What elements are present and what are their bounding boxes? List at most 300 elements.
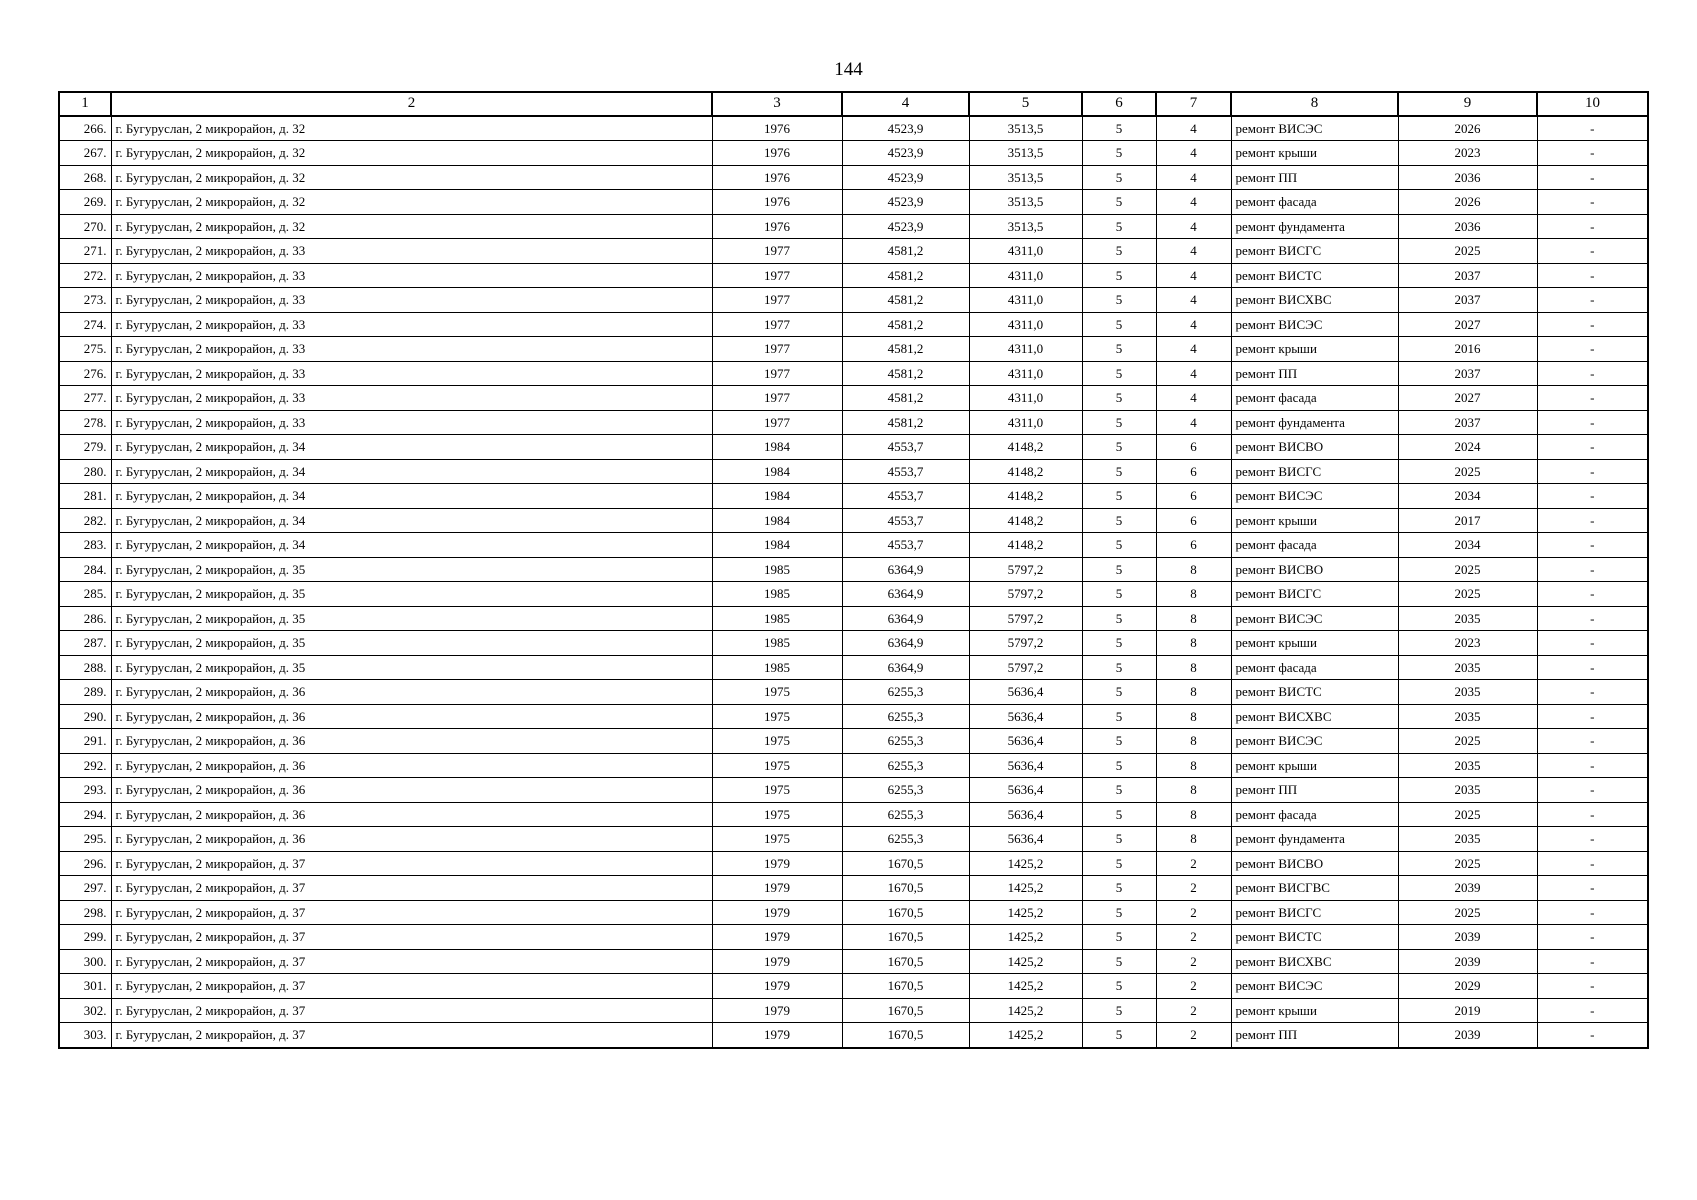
- table-row: [59, 704, 1648, 729]
- floors-cell: 5: [1082, 214, 1156, 239]
- note-cell: -: [1537, 165, 1648, 190]
- planned-year-cell: 2037: [1398, 361, 1537, 386]
- table-row: [59, 190, 1648, 215]
- living-area-cell: 4148,2: [969, 508, 1082, 533]
- work-type-cell: ремонт фундамента: [1231, 214, 1398, 239]
- planned-year-cell: 2035: [1398, 606, 1537, 631]
- row-number: 279.: [59, 435, 111, 460]
- work-type-cell: ремонт ВИСГС: [1231, 582, 1398, 607]
- row-number: 280.: [59, 459, 111, 484]
- living-area-cell: 4311,0: [969, 239, 1082, 264]
- living-area-cell: 1425,2: [969, 925, 1082, 950]
- note-cell: -: [1537, 655, 1648, 680]
- living-area-cell: 5636,4: [969, 802, 1082, 827]
- row-number: 292.: [59, 753, 111, 778]
- table-row: [59, 802, 1648, 827]
- build-year-cell: 1975: [712, 827, 842, 852]
- note-cell: -: [1537, 680, 1648, 705]
- entrances-cell: 8: [1156, 680, 1231, 705]
- planned-year-cell: 2016: [1398, 337, 1537, 362]
- address-cell: г. Бугуруслан, 2 микрорайон, д. 33: [111, 337, 712, 362]
- build-year-cell: 1985: [712, 606, 842, 631]
- build-year-cell: 1979: [712, 949, 842, 974]
- build-year-cell: 1977: [712, 386, 842, 411]
- work-type-cell: ремонт фасада: [1231, 190, 1398, 215]
- floors-cell: 5: [1082, 900, 1156, 925]
- total-area-cell: 6364,9: [842, 582, 969, 607]
- column-number-row: [59, 92, 1648, 116]
- address-cell: г. Бугуруслан, 2 микрорайон, д. 32: [111, 190, 712, 215]
- living-area-cell: 5636,4: [969, 704, 1082, 729]
- note-cell: -: [1537, 974, 1648, 999]
- address-cell: г. Бугуруслан, 2 микрорайон, д. 35: [111, 655, 712, 680]
- address-cell: г. Бугуруслан, 2 микрорайон, д. 35: [111, 606, 712, 631]
- row-number: 272.: [59, 263, 111, 288]
- work-type-cell: ремонт ВИСЭС: [1231, 312, 1398, 337]
- build-year-cell: 1977: [712, 312, 842, 337]
- row-number: 298.: [59, 900, 111, 925]
- note-cell: -: [1537, 949, 1648, 974]
- row-number: 284.: [59, 557, 111, 582]
- entrances-cell: 4: [1156, 165, 1231, 190]
- total-area-cell: 4581,2: [842, 386, 969, 411]
- table-body: [59, 116, 1648, 1048]
- total-area-cell: 6255,3: [842, 729, 969, 754]
- build-year-cell: 1976: [712, 165, 842, 190]
- entrances-cell: 4: [1156, 214, 1231, 239]
- total-area-cell: 6364,9: [842, 606, 969, 631]
- entrances-cell: 2: [1156, 974, 1231, 999]
- note-cell: -: [1537, 778, 1648, 803]
- floors-cell: 5: [1082, 925, 1156, 950]
- build-year-cell: 1984: [712, 508, 842, 533]
- planned-year-cell: 2017: [1398, 508, 1537, 533]
- total-area-cell: 4553,7: [842, 484, 969, 509]
- table-row: [59, 263, 1648, 288]
- floors-cell: 5: [1082, 1023, 1156, 1048]
- work-type-cell: ремонт ВИСЭС: [1231, 974, 1398, 999]
- entrances-cell: 6: [1156, 484, 1231, 509]
- planned-year-cell: 2036: [1398, 165, 1537, 190]
- work-type-cell: ремонт крыши: [1231, 998, 1398, 1023]
- planned-year-cell: 2026: [1398, 190, 1537, 215]
- floors-cell: 5: [1082, 484, 1156, 509]
- row-number: 287.: [59, 631, 111, 656]
- address-cell: г. Бугуруслан, 2 микрорайон, д. 34: [111, 533, 712, 558]
- work-type-cell: ремонт фундамента: [1231, 827, 1398, 852]
- build-year-cell: 1976: [712, 190, 842, 215]
- table-row: [59, 459, 1648, 484]
- floors-cell: 5: [1082, 288, 1156, 313]
- address-cell: г. Бугуруслан, 2 микрорайон, д. 36: [111, 802, 712, 827]
- table-row: [59, 655, 1648, 680]
- living-area-cell: 1425,2: [969, 1023, 1082, 1048]
- work-type-cell: ремонт крыши: [1231, 508, 1398, 533]
- note-cell: -: [1537, 337, 1648, 362]
- build-year-cell: 1977: [712, 337, 842, 362]
- row-number: 291.: [59, 729, 111, 754]
- floors-cell: 5: [1082, 778, 1156, 803]
- table-row: [59, 631, 1648, 656]
- build-year-cell: 1975: [712, 680, 842, 705]
- row-number: 289.: [59, 680, 111, 705]
- row-number: 271.: [59, 239, 111, 264]
- living-area-cell: 4311,0: [969, 288, 1082, 313]
- planned-year-cell: 2039: [1398, 949, 1537, 974]
- total-area-cell: 1670,5: [842, 949, 969, 974]
- address-cell: г. Бугуруслан, 2 микрорайон, д. 37: [111, 900, 712, 925]
- planned-year-cell: 2035: [1398, 778, 1537, 803]
- note-cell: -: [1537, 802, 1648, 827]
- entrances-cell: 8: [1156, 631, 1231, 656]
- row-number: 302.: [59, 998, 111, 1023]
- planned-year-cell: 2035: [1398, 827, 1537, 852]
- living-area-cell: 4311,0: [969, 312, 1082, 337]
- note-cell: -: [1537, 606, 1648, 631]
- address-cell: г. Бугуруслан, 2 микрорайон, д. 37: [111, 974, 712, 999]
- floors-cell: 5: [1082, 263, 1156, 288]
- entrances-cell: 6: [1156, 508, 1231, 533]
- floors-cell: 5: [1082, 410, 1156, 435]
- address-cell: г. Бугуруслан, 2 микрорайон, д. 36: [111, 729, 712, 754]
- entrances-cell: 2: [1156, 1023, 1231, 1048]
- entrances-cell: 2: [1156, 851, 1231, 876]
- work-type-cell: ремонт ПП: [1231, 165, 1398, 190]
- floors-cell: 5: [1082, 606, 1156, 631]
- planned-year-cell: 2037: [1398, 410, 1537, 435]
- planned-year-cell: 2027: [1398, 312, 1537, 337]
- build-year-cell: 1979: [712, 974, 842, 999]
- row-number: 278.: [59, 410, 111, 435]
- total-area-cell: 6255,3: [842, 680, 969, 705]
- address-cell: г. Бугуруслан, 2 микрорайон, д. 35: [111, 582, 712, 607]
- planned-year-cell: 2039: [1398, 876, 1537, 901]
- total-area-cell: 4553,7: [842, 435, 969, 460]
- row-number: 281.: [59, 484, 111, 509]
- address-cell: г. Бугуруслан, 2 микрорайон, д. 36: [111, 753, 712, 778]
- column-header: 3: [712, 92, 842, 116]
- planned-year-cell: 2029: [1398, 974, 1537, 999]
- note-cell: -: [1537, 631, 1648, 656]
- table-row: [59, 484, 1648, 509]
- table-row: [59, 435, 1648, 460]
- row-number: 275.: [59, 337, 111, 362]
- table-row: [59, 165, 1648, 190]
- address-cell: г. Бугуруслан, 2 микрорайон, д. 33: [111, 386, 712, 411]
- row-number: 296.: [59, 851, 111, 876]
- total-area-cell: 1670,5: [842, 851, 969, 876]
- address-cell: г. Бугуруслан, 2 микрорайон, д. 34: [111, 484, 712, 509]
- work-type-cell: ремонт ВИСТС: [1231, 925, 1398, 950]
- floors-cell: 5: [1082, 141, 1156, 166]
- address-cell: г. Бугуруслан, 2 микрорайон, д. 37: [111, 1023, 712, 1048]
- work-type-cell: ремонт фасада: [1231, 655, 1398, 680]
- build-year-cell: 1985: [712, 655, 842, 680]
- entrances-cell: 8: [1156, 729, 1231, 754]
- living-area-cell: 1425,2: [969, 900, 1082, 925]
- address-cell: г. Бугуруслан, 2 микрорайон, д. 33: [111, 361, 712, 386]
- entrances-cell: 4: [1156, 263, 1231, 288]
- table-row: [59, 508, 1648, 533]
- floors-cell: 5: [1082, 312, 1156, 337]
- total-area-cell: 1670,5: [842, 1023, 969, 1048]
- living-area-cell: 5636,4: [969, 753, 1082, 778]
- table-row: [59, 998, 1648, 1023]
- build-year-cell: 1985: [712, 557, 842, 582]
- living-area-cell: 4148,2: [969, 533, 1082, 558]
- note-cell: -: [1537, 435, 1648, 460]
- row-number: 286.: [59, 606, 111, 631]
- repair-schedule-table: [58, 91, 1649, 1049]
- work-type-cell: ремонт ВИСХВС: [1231, 288, 1398, 313]
- entrances-cell: 2: [1156, 949, 1231, 974]
- table-row: [59, 974, 1648, 999]
- work-type-cell: ремонт ВИСГВС: [1231, 876, 1398, 901]
- planned-year-cell: 2026: [1398, 116, 1537, 141]
- planned-year-cell: 2025: [1398, 557, 1537, 582]
- work-type-cell: ремонт ВИСЭС: [1231, 606, 1398, 631]
- table-row: [59, 361, 1648, 386]
- build-year-cell: 1984: [712, 435, 842, 460]
- living-area-cell: 4148,2: [969, 435, 1082, 460]
- work-type-cell: ремонт ПП: [1231, 361, 1398, 386]
- floors-cell: 5: [1082, 582, 1156, 607]
- build-year-cell: 1979: [712, 876, 842, 901]
- work-type-cell: ремонт ВИСЭС: [1231, 116, 1398, 141]
- planned-year-cell: 2037: [1398, 288, 1537, 313]
- table-row: [59, 582, 1648, 607]
- living-area-cell: 5636,4: [969, 729, 1082, 754]
- work-type-cell: ремонт фасада: [1231, 802, 1398, 827]
- table-row: [59, 925, 1648, 950]
- note-cell: -: [1537, 508, 1648, 533]
- living-area-cell: 5797,2: [969, 655, 1082, 680]
- floors-cell: 5: [1082, 165, 1156, 190]
- total-area-cell: 4581,2: [842, 410, 969, 435]
- row-number: 277.: [59, 386, 111, 411]
- entrances-cell: 2: [1156, 925, 1231, 950]
- address-cell: г. Бугуруслан, 2 микрорайон, д. 37: [111, 851, 712, 876]
- entrances-cell: 6: [1156, 459, 1231, 484]
- address-cell: г. Бугуруслан, 2 микрорайон, д. 35: [111, 631, 712, 656]
- build-year-cell: 1976: [712, 141, 842, 166]
- table-row: [59, 337, 1648, 362]
- work-type-cell: ремонт крыши: [1231, 753, 1398, 778]
- note-cell: -: [1537, 386, 1648, 411]
- build-year-cell: 1979: [712, 998, 842, 1023]
- row-number: 270.: [59, 214, 111, 239]
- total-area-cell: 6255,3: [842, 827, 969, 852]
- entrances-cell: 4: [1156, 312, 1231, 337]
- planned-year-cell: 2034: [1398, 533, 1537, 558]
- column-header: 9: [1398, 92, 1537, 116]
- note-cell: -: [1537, 827, 1648, 852]
- build-year-cell: 1984: [712, 459, 842, 484]
- floors-cell: 5: [1082, 704, 1156, 729]
- work-type-cell: ремонт крыши: [1231, 631, 1398, 656]
- address-cell: г. Бугуруслан, 2 микрорайон, д. 36: [111, 778, 712, 803]
- address-cell: г. Бугуруслан, 2 микрорайон, д. 32: [111, 165, 712, 190]
- build-year-cell: 1977: [712, 263, 842, 288]
- address-cell: г. Бугуруслан, 2 микрорайон, д. 33: [111, 410, 712, 435]
- build-year-cell: 1977: [712, 239, 842, 264]
- build-year-cell: 1985: [712, 631, 842, 656]
- table-row: [59, 876, 1648, 901]
- note-cell: -: [1537, 533, 1648, 558]
- table-row: [59, 410, 1648, 435]
- row-number: 300.: [59, 949, 111, 974]
- floors-cell: 5: [1082, 655, 1156, 680]
- work-type-cell: ремонт ВИСХВС: [1231, 949, 1398, 974]
- row-number: 268.: [59, 165, 111, 190]
- build-year-cell: 1979: [712, 851, 842, 876]
- living-area-cell: 4311,0: [969, 386, 1082, 411]
- planned-year-cell: 2025: [1398, 239, 1537, 264]
- note-cell: -: [1537, 876, 1648, 901]
- table-row: [59, 533, 1648, 558]
- living-area-cell: 3513,5: [969, 116, 1082, 141]
- row-number: 290.: [59, 704, 111, 729]
- total-area-cell: 1670,5: [842, 876, 969, 901]
- table-row: [59, 214, 1648, 239]
- planned-year-cell: 2039: [1398, 1023, 1537, 1048]
- row-number: 282.: [59, 508, 111, 533]
- row-number: 276.: [59, 361, 111, 386]
- entrances-cell: 6: [1156, 435, 1231, 460]
- column-header: 7: [1156, 92, 1231, 116]
- entrances-cell: 4: [1156, 239, 1231, 264]
- address-cell: г. Бугуруслан, 2 микрорайон, д. 32: [111, 116, 712, 141]
- table-row: [59, 851, 1648, 876]
- work-type-cell: ремонт ВИСГС: [1231, 900, 1398, 925]
- work-type-cell: ремонт фасада: [1231, 533, 1398, 558]
- table-row: [59, 386, 1648, 411]
- address-cell: г. Бугуруслан, 2 микрорайон, д. 35: [111, 557, 712, 582]
- row-number: 294.: [59, 802, 111, 827]
- build-year-cell: 1977: [712, 361, 842, 386]
- build-year-cell: 1984: [712, 484, 842, 509]
- planned-year-cell: 2037: [1398, 263, 1537, 288]
- living-area-cell: 1425,2: [969, 851, 1082, 876]
- build-year-cell: 1975: [712, 778, 842, 803]
- row-number: 283.: [59, 533, 111, 558]
- living-area-cell: 5797,2: [969, 631, 1082, 656]
- planned-year-cell: 2023: [1398, 631, 1537, 656]
- entrances-cell: 8: [1156, 753, 1231, 778]
- floors-cell: 5: [1082, 802, 1156, 827]
- table-row: [59, 239, 1648, 264]
- row-number: 267.: [59, 141, 111, 166]
- note-cell: -: [1537, 484, 1648, 509]
- address-cell: г. Бугуруслан, 2 микрорайон, д. 32: [111, 214, 712, 239]
- table-row: [59, 827, 1648, 852]
- table-row: [59, 949, 1648, 974]
- work-type-cell: ремонт ВИСЭС: [1231, 729, 1398, 754]
- planned-year-cell: 2035: [1398, 704, 1537, 729]
- note-cell: -: [1537, 1023, 1648, 1048]
- entrances-cell: 4: [1156, 386, 1231, 411]
- column-header: 5: [969, 92, 1082, 116]
- total-area-cell: 4581,2: [842, 288, 969, 313]
- floors-cell: 5: [1082, 533, 1156, 558]
- living-area-cell: 3513,5: [969, 190, 1082, 215]
- address-cell: г. Бугуруслан, 2 микрорайон, д. 33: [111, 288, 712, 313]
- work-type-cell: ремонт ВИСТС: [1231, 263, 1398, 288]
- work-type-cell: ремонт ВИСГС: [1231, 239, 1398, 264]
- note-cell: -: [1537, 900, 1648, 925]
- build-year-cell: 1977: [712, 410, 842, 435]
- note-cell: -: [1537, 361, 1648, 386]
- work-type-cell: ремонт ВИСВО: [1231, 557, 1398, 582]
- total-area-cell: 4581,2: [842, 312, 969, 337]
- row-number: 288.: [59, 655, 111, 680]
- address-cell: г. Бугуруслан, 2 микрорайон, д. 34: [111, 508, 712, 533]
- entrances-cell: 8: [1156, 704, 1231, 729]
- planned-year-cell: 2035: [1398, 680, 1537, 705]
- living-area-cell: 1425,2: [969, 949, 1082, 974]
- planned-year-cell: 2025: [1398, 459, 1537, 484]
- living-area-cell: 1425,2: [969, 974, 1082, 999]
- planned-year-cell: 2035: [1398, 753, 1537, 778]
- total-area-cell: 4523,9: [842, 190, 969, 215]
- living-area-cell: 5797,2: [969, 606, 1082, 631]
- table-row: [59, 729, 1648, 754]
- build-year-cell: 1984: [712, 533, 842, 558]
- row-number: 303.: [59, 1023, 111, 1048]
- floors-cell: 5: [1082, 435, 1156, 460]
- work-type-cell: ремонт ВИСВО: [1231, 851, 1398, 876]
- floors-cell: 5: [1082, 337, 1156, 362]
- entrances-cell: 6: [1156, 533, 1231, 558]
- note-cell: -: [1537, 582, 1648, 607]
- build-year-cell: 1975: [712, 753, 842, 778]
- planned-year-cell: 2025: [1398, 802, 1537, 827]
- column-header: 6: [1082, 92, 1156, 116]
- work-type-cell: ремонт крыши: [1231, 141, 1398, 166]
- floors-cell: 5: [1082, 239, 1156, 264]
- entrances-cell: 8: [1156, 582, 1231, 607]
- row-number: 295.: [59, 827, 111, 852]
- total-area-cell: 1670,5: [842, 925, 969, 950]
- entrances-cell: 8: [1156, 655, 1231, 680]
- table-row: [59, 680, 1648, 705]
- floors-cell: 5: [1082, 998, 1156, 1023]
- floors-cell: 5: [1082, 190, 1156, 215]
- address-cell: г. Бугуруслан, 2 микрорайон, д. 33: [111, 239, 712, 264]
- entrances-cell: 4: [1156, 288, 1231, 313]
- row-number: 273.: [59, 288, 111, 313]
- row-number: 301.: [59, 974, 111, 999]
- planned-year-cell: 2019: [1398, 998, 1537, 1023]
- column-header: 4: [842, 92, 969, 116]
- work-type-cell: ремонт ВИСВО: [1231, 435, 1398, 460]
- entrances-cell: 2: [1156, 900, 1231, 925]
- total-area-cell: 4523,9: [842, 116, 969, 141]
- table-row: [59, 778, 1648, 803]
- planned-year-cell: 2034: [1398, 484, 1537, 509]
- work-type-cell: ремонт ВИСЭС: [1231, 484, 1398, 509]
- planned-year-cell: 2023: [1398, 141, 1537, 166]
- build-year-cell: 1976: [712, 214, 842, 239]
- note-cell: -: [1537, 116, 1648, 141]
- column-header: 2: [111, 92, 712, 116]
- planned-year-cell: 2039: [1398, 925, 1537, 950]
- entrances-cell: 8: [1156, 802, 1231, 827]
- entrances-cell: 4: [1156, 116, 1231, 141]
- note-cell: -: [1537, 998, 1648, 1023]
- total-area-cell: 1670,5: [842, 974, 969, 999]
- floors-cell: 5: [1082, 974, 1156, 999]
